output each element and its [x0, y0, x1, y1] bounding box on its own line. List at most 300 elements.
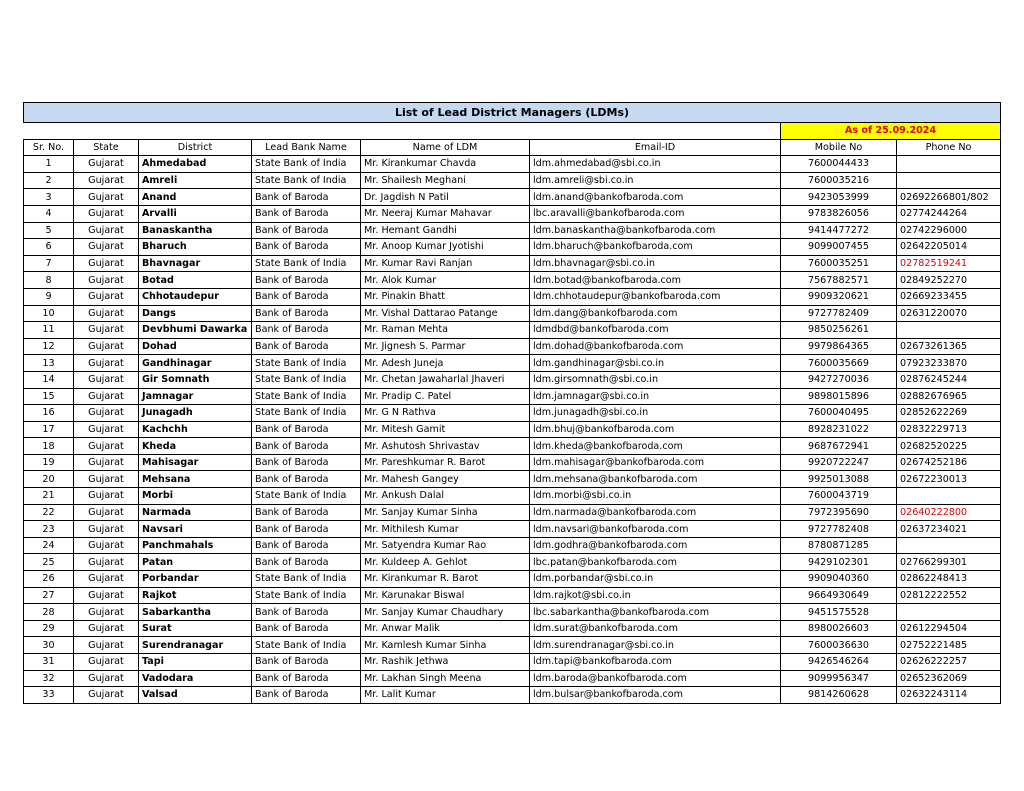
table-title: List of Lead District Managers (LDMs)	[24, 103, 1001, 123]
cell-mobile: 7567882571	[781, 272, 897, 289]
cell-district: Sabarkantha	[139, 604, 252, 621]
cell-phone	[897, 604, 1001, 621]
cell-ldm-name: Mr. Pradip C. Patel	[361, 388, 530, 405]
header-sr-no: Sr. No.	[24, 139, 74, 156]
cell-sr-no: 28	[24, 604, 74, 621]
cell-state: Gujarat	[74, 471, 139, 488]
cell-sr-no: 10	[24, 305, 74, 322]
cell-mobile: 9664930649	[781, 587, 897, 604]
cell-ldm-name: Mr. Chetan Jawaharlal Jhaveri	[361, 371, 530, 388]
cell-lead-bank: Bank of Baroda	[252, 554, 361, 571]
cell-lead-bank: Bank of Baroda	[252, 438, 361, 455]
table-row	[24, 504, 1001, 521]
table-row	[24, 471, 1001, 488]
table-row	[24, 670, 1001, 687]
cell-district: Bhavnagar	[139, 255, 252, 272]
cell-ldm-name: Mr. Anwar Malik	[361, 620, 530, 637]
cell-state: Gujarat	[74, 405, 139, 422]
cell-lead-bank: Bank of Baroda	[252, 521, 361, 538]
cell-sr-no: 4	[24, 205, 74, 222]
cell-sr-no: 24	[24, 537, 74, 554]
cell-email: ldm.rajkot@sbi.co.in	[530, 587, 781, 604]
cell-mobile: 9979864365	[781, 338, 897, 355]
cell-state: Gujarat	[74, 488, 139, 505]
cell-state: Gujarat	[74, 421, 139, 438]
cell-mobile: 9727782409	[781, 305, 897, 322]
cell-ldm-name: Mr. Satyendra Kumar Rao	[361, 537, 530, 554]
table-row	[24, 305, 1001, 322]
cell-district: Dohad	[139, 338, 252, 355]
cell-email: ldm.porbandar@sbi.co.in	[530, 571, 781, 588]
cell-district: Kheda	[139, 438, 252, 455]
cell-phone: 02849252270	[897, 272, 1001, 289]
cell-state: Gujarat	[74, 521, 139, 538]
cell-phone: 02742296000	[897, 222, 1001, 239]
cell-ldm-name: Mr. Karunakar Biswal	[361, 587, 530, 604]
cell-state: Gujarat	[74, 189, 139, 206]
cell-mobile: 9920722247	[781, 454, 897, 471]
cell-lead-bank: Bank of Baroda	[252, 322, 361, 339]
cell-ldm-name: Mr. Sanjay Kumar Sinha	[361, 504, 530, 521]
cell-sr-no: 20	[24, 471, 74, 488]
cell-mobile: 9099007455	[781, 239, 897, 256]
cell-state: Gujarat	[74, 305, 139, 322]
cell-phone: 02682520225	[897, 438, 1001, 455]
cell-phone	[897, 488, 1001, 505]
cell-district: Bharuch	[139, 239, 252, 256]
table-row	[24, 322, 1001, 339]
cell-mobile: 9429102301	[781, 554, 897, 571]
cell-phone: 02882676965	[897, 388, 1001, 405]
cell-phone: 02774244264	[897, 205, 1001, 222]
cell-sr-no: 29	[24, 620, 74, 637]
cell-ldm-name: Mr. Kumar Ravi Ranjan	[361, 255, 530, 272]
cell-phone: 02692266801/802	[897, 189, 1001, 206]
cell-email: ldm.junagadh@sbi.co.in	[530, 405, 781, 422]
cell-state: Gujarat	[74, 371, 139, 388]
cell-sr-no: 27	[24, 587, 74, 604]
cell-email: ldm.jamnagar@sbi.co.in	[530, 388, 781, 405]
cell-lead-bank: State Bank of India	[252, 405, 361, 422]
cell-district: Arvalli	[139, 205, 252, 222]
cell-district: Gir Somnath	[139, 371, 252, 388]
cell-lead-bank: Bank of Baroda	[252, 239, 361, 256]
cell-district: Devbhumi Dawarka	[139, 322, 252, 339]
cell-ldm-name: Mr. Kuldeep A. Gehlot	[361, 554, 530, 571]
cell-mobile: 7600040495	[781, 405, 897, 422]
cell-email: ldm.morbi@sbi.co.in	[530, 488, 781, 505]
cell-district: Surendranagar	[139, 637, 252, 654]
cell-phone: 02862248413	[897, 571, 1001, 588]
cell-sr-no: 19	[24, 454, 74, 471]
cell-state: Gujarat	[74, 172, 139, 189]
cell-sr-no: 22	[24, 504, 74, 521]
cell-mobile: 9451575528	[781, 604, 897, 621]
cell-phone: 02766299301	[897, 554, 1001, 571]
cell-lead-bank: Bank of Baroda	[252, 272, 361, 289]
cell-phone	[897, 156, 1001, 173]
cell-district: Rajkot	[139, 587, 252, 604]
table-row	[24, 604, 1001, 621]
table-row	[24, 156, 1001, 173]
cell-lead-bank: Bank of Baroda	[252, 504, 361, 521]
cell-email: ldm.narmada@bankofbaroda.com	[530, 504, 781, 521]
cell-email: lbc.patan@bankofbaroda.com	[530, 554, 781, 571]
cell-phone	[897, 172, 1001, 189]
cell-sr-no: 8	[24, 272, 74, 289]
cell-district: Vadodara	[139, 670, 252, 687]
cell-state: Gujarat	[74, 222, 139, 239]
cell-sr-no: 14	[24, 371, 74, 388]
cell-email: ldm.girsomnath@sbi.co.in	[530, 371, 781, 388]
cell-state: Gujarat	[74, 272, 139, 289]
table-row	[24, 620, 1001, 637]
cell-mobile: 7600044433	[781, 156, 897, 173]
cell-phone: 02752221485	[897, 637, 1001, 654]
cell-lead-bank: State Bank of India	[252, 156, 361, 173]
cell-ldm-name: Mr. Sanjay Kumar Chaudhary	[361, 604, 530, 621]
cell-email: ldm.surat@bankofbaroda.com	[530, 620, 781, 637]
cell-email: ldm.gandhinagar@sbi.co.in	[530, 355, 781, 372]
cell-email: ldm.chhotaudepur@bankofbaroda.com	[530, 288, 781, 305]
cell-state: Gujarat	[74, 338, 139, 355]
cell-district: Jamnagar	[139, 388, 252, 405]
cell-lead-bank: State Bank of India	[252, 355, 361, 372]
header-lead-bank: Lead Bank Name	[252, 139, 361, 156]
cell-mobile: 7600035216	[781, 172, 897, 189]
cell-email: ldm.anand@bankofbaroda.com	[530, 189, 781, 206]
cell-phone: 02642205014	[897, 239, 1001, 256]
cell-district: Porbandar	[139, 571, 252, 588]
cell-mobile: 9909320621	[781, 288, 897, 305]
cell-lead-bank: Bank of Baroda	[252, 288, 361, 305]
header-phone: Phone No	[897, 139, 1001, 156]
cell-lead-bank: State Bank of India	[252, 255, 361, 272]
table-row	[24, 488, 1001, 505]
cell-email: ldm.kheda@bankofbaroda.com	[530, 438, 781, 455]
table-row	[24, 637, 1001, 654]
cell-phone: 02652362069	[897, 670, 1001, 687]
cell-ldm-name: Mr. Adesh Juneja	[361, 355, 530, 372]
cell-ldm-name: Mr. G N Rathva	[361, 405, 530, 422]
cell-phone: 02876245244	[897, 371, 1001, 388]
cell-email: lbc.aravalli@bankofbaroda.com	[530, 205, 781, 222]
cell-ldm-name: Mr. Shailesh Meghani	[361, 172, 530, 189]
cell-sr-no: 26	[24, 571, 74, 588]
cell-district: Mehsana	[139, 471, 252, 488]
cell-sr-no: 21	[24, 488, 74, 505]
cell-state: Gujarat	[74, 670, 139, 687]
cell-state: Gujarat	[74, 620, 139, 637]
cell-district: Tapi	[139, 654, 252, 671]
cell-ldm-name: Mr. Ankush Dalal	[361, 488, 530, 505]
table-row	[24, 454, 1001, 471]
cell-phone: 02637234021	[897, 521, 1001, 538]
cell-state: Gujarat	[74, 388, 139, 405]
cell-lead-bank: Bank of Baroda	[252, 189, 361, 206]
cell-state: Gujarat	[74, 288, 139, 305]
cell-sr-no: 3	[24, 189, 74, 206]
cell-mobile: 9414477272	[781, 222, 897, 239]
cell-district: Banaskantha	[139, 222, 252, 239]
cell-sr-no: 6	[24, 239, 74, 256]
cell-state: Gujarat	[74, 554, 139, 571]
table-row	[24, 521, 1001, 538]
table-row	[24, 405, 1001, 422]
cell-mobile: 9427270036	[781, 371, 897, 388]
cell-sr-no: 13	[24, 355, 74, 372]
cell-sr-no: 30	[24, 637, 74, 654]
cell-mobile: 9783826056	[781, 205, 897, 222]
cell-mobile: 7600035669	[781, 355, 897, 372]
cell-district: Botad	[139, 272, 252, 289]
cell-mobile: 9687672941	[781, 438, 897, 455]
cell-phone	[897, 537, 1001, 554]
cell-mobile: 9727782408	[781, 521, 897, 538]
cell-lead-bank: State Bank of India	[252, 637, 361, 654]
cell-sr-no: 2	[24, 172, 74, 189]
cell-phone: 07923233870	[897, 355, 1001, 372]
cell-ldm-name: Mr. Pinakin Bhatt	[361, 288, 530, 305]
cell-district: Amreli	[139, 172, 252, 189]
cell-sr-no: 1	[24, 156, 74, 173]
cell-ldm-name: Mr. Hemant Gandhi	[361, 222, 530, 239]
table-row	[24, 272, 1001, 289]
table-row	[24, 222, 1001, 239]
cell-ldm-name: Mr. Mithilesh Kumar	[361, 521, 530, 538]
cell-lead-bank: Bank of Baroda	[252, 654, 361, 671]
cell-mobile: 9814260628	[781, 687, 897, 704]
cell-email: ldm.navsari@bankofbaroda.com	[530, 521, 781, 538]
cell-district: Narmada	[139, 504, 252, 521]
as-of-date: As of 25.09.2024	[781, 123, 1001, 140]
cell-district: Dangs	[139, 305, 252, 322]
cell-mobile: 9099956347	[781, 670, 897, 687]
cell-sr-no: 5	[24, 222, 74, 239]
cell-email: ldm.bharuch@bankofbaroda.com	[530, 239, 781, 256]
cell-sr-no: 17	[24, 421, 74, 438]
cell-district: Gandhinagar	[139, 355, 252, 372]
cell-state: Gujarat	[74, 205, 139, 222]
cell-ldm-name: Mr. Lalit Kumar	[361, 687, 530, 704]
cell-email: ldm.mahisagar@bankofbaroda.com	[530, 454, 781, 471]
cell-email: ldm.banaskantha@bankofbaroda.com	[530, 222, 781, 239]
cell-phone: 02669233455	[897, 288, 1001, 305]
cell-state: Gujarat	[74, 687, 139, 704]
table-row	[24, 421, 1001, 438]
cell-email: ldm.baroda@bankofbaroda.com	[530, 670, 781, 687]
cell-lead-bank: Bank of Baroda	[252, 604, 361, 621]
cell-sr-no: 9	[24, 288, 74, 305]
table-row	[24, 371, 1001, 388]
header-email: Email-ID	[530, 139, 781, 156]
cell-phone: 02812222552	[897, 587, 1001, 604]
cell-mobile: 7600035251	[781, 255, 897, 272]
cell-ldm-name: Mr. Kamlesh Kumar Sinha	[361, 637, 530, 654]
cell-mobile: 7600036630	[781, 637, 897, 654]
header-row	[24, 139, 1001, 156]
cell-lead-bank: Bank of Baroda	[252, 421, 361, 438]
cell-ldm-name: Mr. Ashutosh Shrivastav	[361, 438, 530, 455]
cell-sr-no: 33	[24, 687, 74, 704]
cell-mobile: 8980026603	[781, 620, 897, 637]
cell-ldm-name: Mr. Alok Kumar	[361, 272, 530, 289]
cell-lead-bank: State Bank of India	[252, 172, 361, 189]
cell-ldm-name: Mr. Rashik Jethwa	[361, 654, 530, 671]
cell-mobile: 9850256261	[781, 322, 897, 339]
table-row	[24, 172, 1001, 189]
cell-district: Anand	[139, 189, 252, 206]
blank-spacer	[24, 123, 781, 140]
cell-phone: 02782519241	[897, 255, 1001, 272]
cell-email: ldm.ahmedabad@sbi.co.in	[530, 156, 781, 173]
cell-phone: 02640222800	[897, 504, 1001, 521]
cell-email: ldm.botad@bankofbaroda.com	[530, 272, 781, 289]
cell-ldm-name: Dr. Jagdish N Patil	[361, 189, 530, 206]
cell-state: Gujarat	[74, 355, 139, 372]
cell-sr-no: 31	[24, 654, 74, 671]
cell-lead-bank: State Bank of India	[252, 488, 361, 505]
cell-district: Kachchh	[139, 421, 252, 438]
cell-email: ldm.bulsar@bankofbaroda.com	[530, 687, 781, 704]
cell-mobile: 7600043719	[781, 488, 897, 505]
table-row	[24, 687, 1001, 704]
cell-mobile: 8780871285	[781, 537, 897, 554]
cell-state: Gujarat	[74, 504, 139, 521]
cell-lead-bank: Bank of Baroda	[252, 222, 361, 239]
cell-state: Gujarat	[74, 537, 139, 554]
cell-state: Gujarat	[74, 322, 139, 339]
cell-phone: 02612294504	[897, 620, 1001, 637]
cell-email: ldm.godhra@bankofbaroda.com	[530, 537, 781, 554]
cell-lead-bank: Bank of Baroda	[252, 620, 361, 637]
header-mobile: Mobile No	[781, 139, 897, 156]
cell-district: Patan	[139, 554, 252, 571]
cell-mobile: 9423053999	[781, 189, 897, 206]
cell-district: Chhotaudepur	[139, 288, 252, 305]
cell-lead-bank: State Bank of India	[252, 388, 361, 405]
table-row	[24, 338, 1001, 355]
cell-sr-no: 7	[24, 255, 74, 272]
cell-email: ldm.dohad@bankofbaroda.com	[530, 338, 781, 355]
cell-state: Gujarat	[74, 239, 139, 256]
table-row	[24, 587, 1001, 604]
cell-lead-bank: Bank of Baroda	[252, 205, 361, 222]
cell-phone: 02852622269	[897, 405, 1001, 422]
table-row	[24, 537, 1001, 554]
cell-district: Navsari	[139, 521, 252, 538]
cell-lead-bank: State Bank of India	[252, 571, 361, 588]
header-state: State	[74, 139, 139, 156]
cell-mobile: 9426546264	[781, 654, 897, 671]
cell-ldm-name: Mr. Vishal Dattarao Patange	[361, 305, 530, 322]
cell-sr-no: 32	[24, 670, 74, 687]
cell-state: Gujarat	[74, 654, 139, 671]
table-row	[24, 388, 1001, 405]
cell-district: Morbi	[139, 488, 252, 505]
table-row	[24, 288, 1001, 305]
header-district: District	[139, 139, 252, 156]
cell-ldm-name: Mr. Jignesh S. Parmar	[361, 338, 530, 355]
cell-ldm-name: Mr. Neeraj Kumar Mahavar	[361, 205, 530, 222]
cell-district: Panchmahals	[139, 537, 252, 554]
cell-email: ldm.bhuj@bankofbaroda.com	[530, 421, 781, 438]
cell-mobile: 9925013088	[781, 471, 897, 488]
cell-sr-no: 15	[24, 388, 74, 405]
cell-phone: 02632243114	[897, 687, 1001, 704]
cell-state: Gujarat	[74, 587, 139, 604]
cell-mobile: 7972395690	[781, 504, 897, 521]
cell-ldm-name: Mr. Anoop Kumar Jyotishi	[361, 239, 530, 256]
cell-lead-bank: Bank of Baroda	[252, 305, 361, 322]
table-body	[24, 156, 1001, 704]
cell-state: Gujarat	[74, 438, 139, 455]
cell-district: Surat	[139, 620, 252, 637]
cell-state: Gujarat	[74, 454, 139, 471]
cell-ldm-name: Mr. Lakhan Singh Meena	[361, 670, 530, 687]
cell-district: Junagadh	[139, 405, 252, 422]
cell-email: lbc.sabarkantha@bankofbaroda.com	[530, 604, 781, 621]
cell-email: ldmdbd@bankofbaroda.com	[530, 322, 781, 339]
cell-sr-no: 18	[24, 438, 74, 455]
table-row	[24, 438, 1001, 455]
cell-phone: 02672230013	[897, 471, 1001, 488]
cell-phone: 02673261365	[897, 338, 1001, 355]
cell-email: ldm.dang@bankofbaroda.com	[530, 305, 781, 322]
cell-email: ldm.surendranagar@sbi.co.in	[530, 637, 781, 654]
cell-lead-bank: Bank of Baroda	[252, 454, 361, 471]
table-row	[24, 654, 1001, 671]
cell-lead-bank: Bank of Baroda	[252, 338, 361, 355]
cell-ldm-name: Mr. Mitesh Gamit	[361, 421, 530, 438]
cell-ldm-name: Mr. Raman Mehta	[361, 322, 530, 339]
cell-lead-bank: Bank of Baroda	[252, 670, 361, 687]
cell-lead-bank: Bank of Baroda	[252, 687, 361, 704]
cell-ldm-name: Mr. Mahesh Gangey	[361, 471, 530, 488]
table-row	[24, 571, 1001, 588]
cell-ldm-name: Mr. Kirankumar Chavda	[361, 156, 530, 173]
cell-district: Mahisagar	[139, 454, 252, 471]
cell-state: Gujarat	[74, 255, 139, 272]
header-ldm-name: Name of LDM	[361, 139, 530, 156]
table-row	[24, 554, 1001, 571]
table-row	[24, 239, 1001, 256]
cell-phone	[897, 322, 1001, 339]
cell-phone: 02832229713	[897, 421, 1001, 438]
cell-state: Gujarat	[74, 637, 139, 654]
cell-phone: 02631220070	[897, 305, 1001, 322]
cell-ldm-name: Mr. Kirankumar R. Barot	[361, 571, 530, 588]
table-row	[24, 205, 1001, 222]
ldm-table	[23, 102, 1001, 704]
table-row	[24, 255, 1001, 272]
cell-email: ldm.mehsana@bankofbaroda.com	[530, 471, 781, 488]
cell-sr-no: 12	[24, 338, 74, 355]
cell-district: Ahmedabad	[139, 156, 252, 173]
table-row	[24, 189, 1001, 206]
table-row	[24, 355, 1001, 372]
cell-email: ldm.tapi@bankofbaroda.com	[530, 654, 781, 671]
cell-lead-bank: Bank of Baroda	[252, 537, 361, 554]
cell-ldm-name: Mr. Pareshkumar R. Barot	[361, 454, 530, 471]
cell-sr-no: 23	[24, 521, 74, 538]
cell-state: Gujarat	[74, 156, 139, 173]
cell-email: ldm.bhavnagar@sbi.co.in	[530, 255, 781, 272]
cell-sr-no: 11	[24, 322, 74, 339]
cell-state: Gujarat	[74, 571, 139, 588]
cell-mobile: 8928231022	[781, 421, 897, 438]
cell-lead-bank: Bank of Baroda	[252, 471, 361, 488]
